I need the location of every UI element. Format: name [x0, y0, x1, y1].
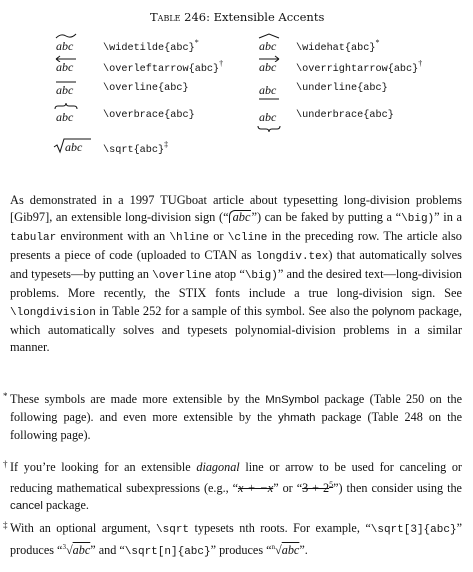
underbrace-symbol: abc — [259, 110, 276, 125]
footnote-star: These symbols are made more extensible by the MnSymbol package (Table 250 on the following page). and even more extensible by the yhmath package (Table 248 on the following page). — [10, 392, 462, 442]
nth-root-example: $^n$√abc — [271, 543, 300, 558]
footnote-ddagger-mark: ‡ — [3, 520, 8, 530]
hat-accent-icon — [258, 33, 280, 39]
overline-symbol: abc — [56, 83, 73, 98]
overbrace-command: \overbrace{abc} — [103, 110, 195, 121]
cube-root-example: $^3$√abc — [62, 543, 91, 558]
sqrt-command: \sqrt{abc}‡ — [103, 140, 169, 156]
underline-symbol: abc — [259, 83, 276, 98]
cancel-example-2: $3 + 2^5$ — [302, 480, 334, 496]
footnote-dagger: If you’re looking for an extensible diagonal line or arrow to be used for canceling or reducing mathematical subexpressions (e.g., “x + −x” or “$3 + 2^5$”) then consider using the cancel package. — [10, 460, 462, 513]
underbrace-accent-icon — [257, 125, 281, 133]
overbrace-symbol: abc — [56, 110, 73, 125]
table-title — [150, 10, 324, 24]
table-name: Extensible Accents — [213, 10, 325, 24]
underline-accent-icon — [258, 98, 280, 101]
widetilde-symbol: abc — [56, 39, 73, 54]
underline-command: \underline{abc} — [296, 83, 388, 94]
overline-accent-icon — [55, 81, 77, 84]
table-number: Table 246: — [150, 10, 210, 24]
widehat-command: \widehat{abc}* — [296, 38, 380, 54]
widetilde-command: \widetilde{abc}* — [103, 38, 199, 54]
overbrace-accent-icon — [54, 102, 78, 110]
footnote-star-mark: * — [3, 391, 8, 401]
sqrt-symbol: abc — [55, 140, 82, 155]
underbrace-command: \underbrace{abc} — [296, 110, 394, 121]
footnote-ddagger: With an optional argument, \sqrt typesets nth roots. For example, “\sqrt[3]{abc}” produces “$^3$√abc” and “\sqrt[n]{abc}” produces “$^n$√abc”. — [10, 521, 462, 559]
overleftarrow-symbol: abc — [56, 60, 73, 75]
sqrt-accent-icon — [53, 137, 93, 155]
long-division-sign: abc — [229, 210, 252, 223]
overline-command: \overline{abc} — [103, 83, 189, 94]
tilde-accent-icon — [55, 33, 77, 39]
footnote-dagger-mark: † — [3, 459, 8, 469]
overleftarrow-command: \overleftarrow{abc}† — [103, 59, 224, 75]
overrightarrow-symbol: abc — [259, 60, 276, 75]
left-arrow-accent-icon — [55, 55, 77, 62]
cancel-example-1: x + −x — [238, 481, 274, 496]
widehat-symbol: abc — [259, 39, 276, 54]
body-paragraph: As demonstrated in a 1997 TUGboat article about typesetting long-division problems [Gib97], an extensible long-division sign (“ abc”) can be faked by putting a “\big)” in a tabular environment with an \hline or \cline in the preceding row. The article also presents a piece of code (uploaded to CTAN as longdiv.tex) that automatically solves and typesets—by putting an \overline atop “\big)” and the desired text—long-division problems. More recently, the STIX fonts include a true long-division sign. See \longdivision in Table 252 for a sample of this symbol. See also the polynom package, which automatically solves and typesets polynomial-division problems in a similar manner. — [10, 193, 463, 354]
right-arrow-accent-icon — [258, 55, 280, 62]
overrightarrow-command: \overrightarrow{abc}† — [296, 59, 423, 75]
